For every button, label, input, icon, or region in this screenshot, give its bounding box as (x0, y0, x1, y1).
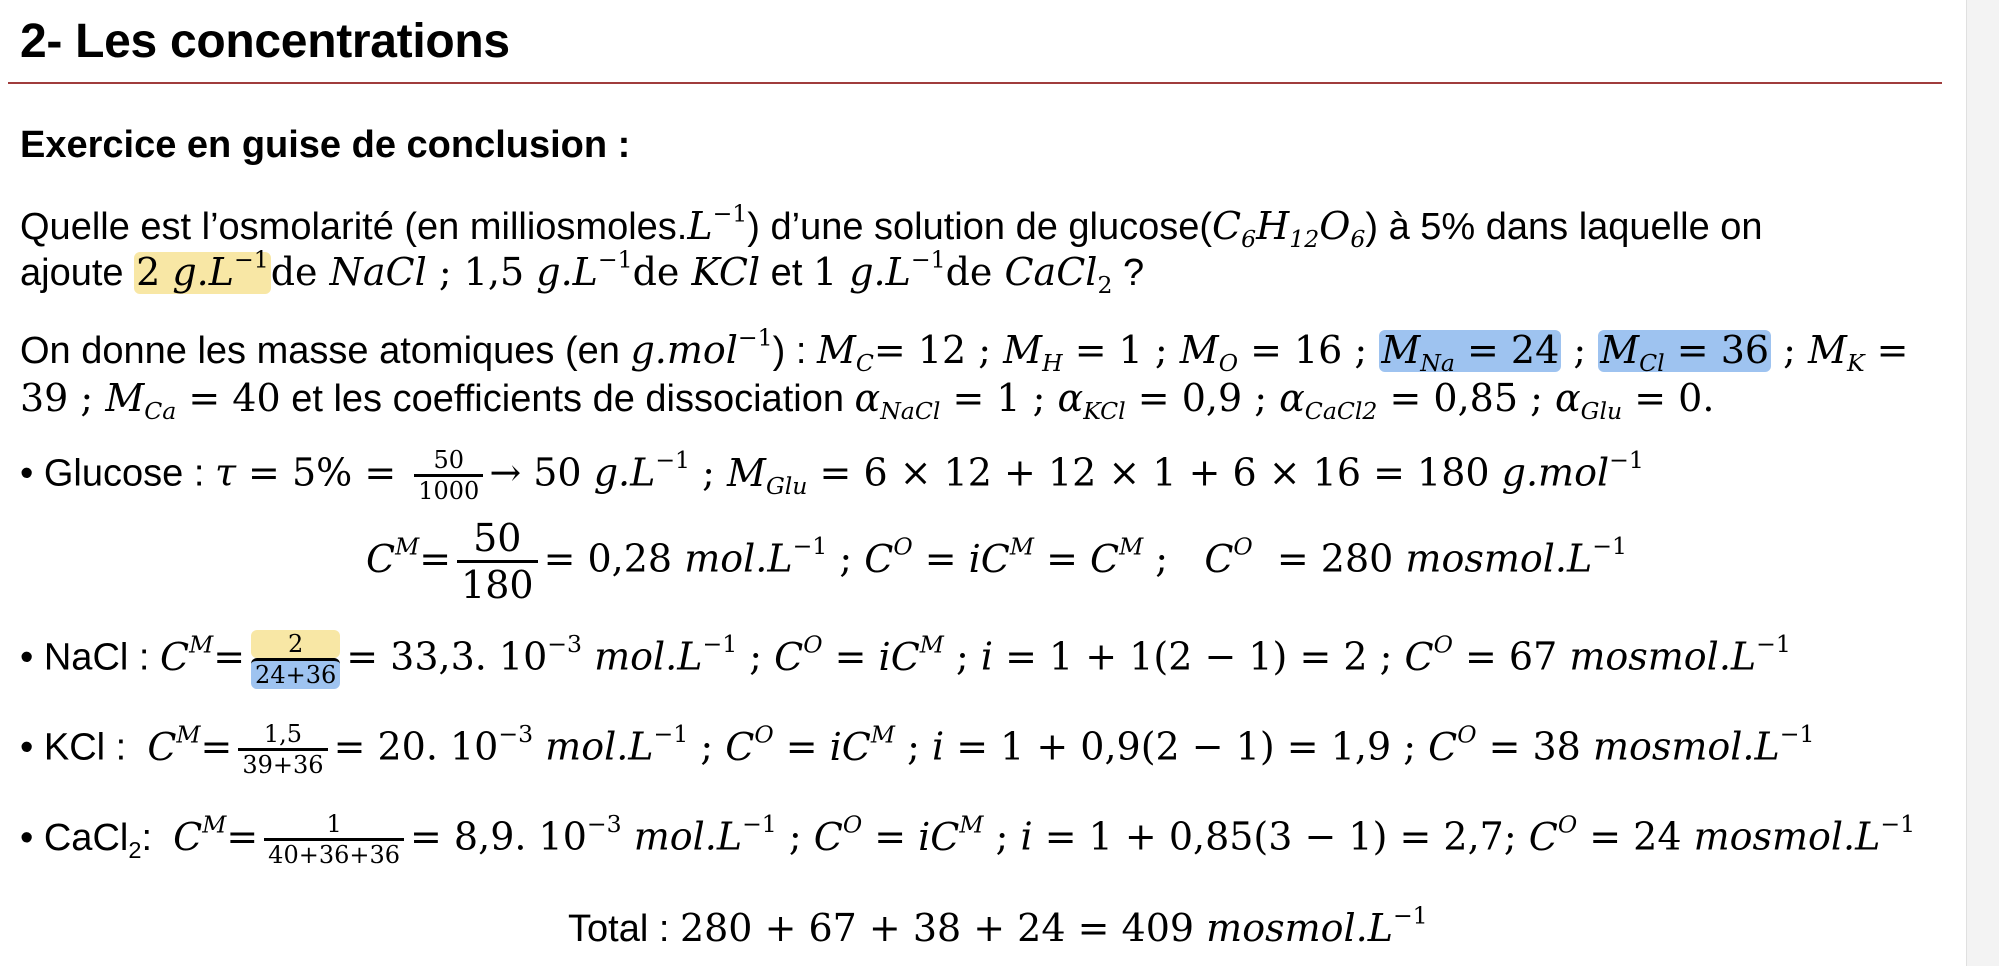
fraction-1-40-36-36: $\frac{1}{40+36+36}$ (264, 810, 404, 869)
solution-glucose-concentration: $C^M=$ $\frac{50}{180}$ = 0,28 $mol.L^{-1}$ ; $C^O = iC^M = C^M$ ; $C^O = 280$ $mosmol.L^{-1}$ (366, 516, 1627, 607)
scrollbar[interactable] (1966, 0, 1999, 966)
question-line-1: Quelle est l’osmolarité (en $milliosmoles.L^{-1}$) d’une solution de $glucose(C_6H_{12}O_6)$ à 5% dans laquelle on (20, 199, 1763, 254)
highlight-mass-cl: $M_{Cl} = 36$ (1600, 328, 1770, 378)
fraction-50-180: $\frac{50}{180}$ (457, 516, 538, 607)
solution-cacl2: • CaCl$_2$: $C^M=$ $\frac{1}{40+36+36}$ = 8,9. $10^{-3}$ $mol.L^{-1}$ ; $C^O = iC^M$ ; i = 1 + 0,85(3 − 1) = 2,7; $C^O = 24$ $mosmol.L^{-1}$ (20, 809, 1916, 869)
given-line-1: On donne les masse atomiques (en g.mol$^{-1}$) : $M_C= 12$ ; $M_H = 1$ ; $M_O = 16$ ; $M_{Na} = 24$ ; $M_{Cl} = 36$ ; $M_K$ = (20, 323, 1909, 378)
fraction-1-5-39-36: $\frac{1,5}{39+36}$ (238, 720, 327, 779)
solution-total: Total : 280 + 67 + 38 + 24 = 409 $mosmol.L^{-1}$ (568, 901, 1428, 950)
exercise-heading: Exercice en guise de conclusion : (20, 124, 631, 166)
highlight-nacl-mass: 2 $g.L^{-1}$ (136, 245, 269, 294)
fraction-50-1000: $\frac{50}{1000}$ (414, 446, 483, 505)
solution-nacl: • NaCl : $C^M=$ $\frac{2}{24+36}$ = 33,3. $10^{-3}$ $mol.L^{-1}$ ; $C^O = iC^M$ ; i = 1 + 1(2 − 1) = 2 ; $C^O = 67$ $mosmol.L^{-1}$ (20, 629, 1791, 689)
given-line-2: 39 ; $M_{Ca} = 40$ et les coefficients de dissociation $\alpha_{NaCl} = 1$ ; $\alpha_{KCl} = 0,9$ ; $\alpha_{CaCl2} = 0,85$ ; $\alpha_{Glu} = 0$. (20, 376, 1715, 426)
question-line-2: ajoute 2 $g.L^{-1}de$ NaCl ; 1,5 $g.L^{-1}de$ KCl et 1 $g.L^{-1}de$ CaCl$_2$ ? (20, 245, 1145, 300)
solution-glucose: • Glucose : τ = 5% = $\frac{50}{1000}$ → 50 $g.L^{-1}$ ; $M_{Glu} = 6 \times 12 + 12 \times 1 + 6 \times 16 = 180$ g.mol$^{-1}$ (20, 445, 1644, 505)
fraction-2-24-36: $\frac{2}{24+36}$ (251, 630, 340, 689)
page-title: 2- Les concentrations (20, 15, 510, 68)
highlight-mass-na: $M_{Na} = 24$ (1381, 328, 1560, 378)
title-divider (8, 82, 1942, 84)
solution-kcl: • KCl : $C^M=$ $\frac{1,5}{39+36}$ = 20. $10^{-3}$ $mol.L^{-1}$ ; $C^O = iC^M$ ; i = 1 + 0,9(2 − 1) = 1,9 ; $C^O = 38$ $mosmol.L^{-1}$ (20, 719, 1815, 779)
